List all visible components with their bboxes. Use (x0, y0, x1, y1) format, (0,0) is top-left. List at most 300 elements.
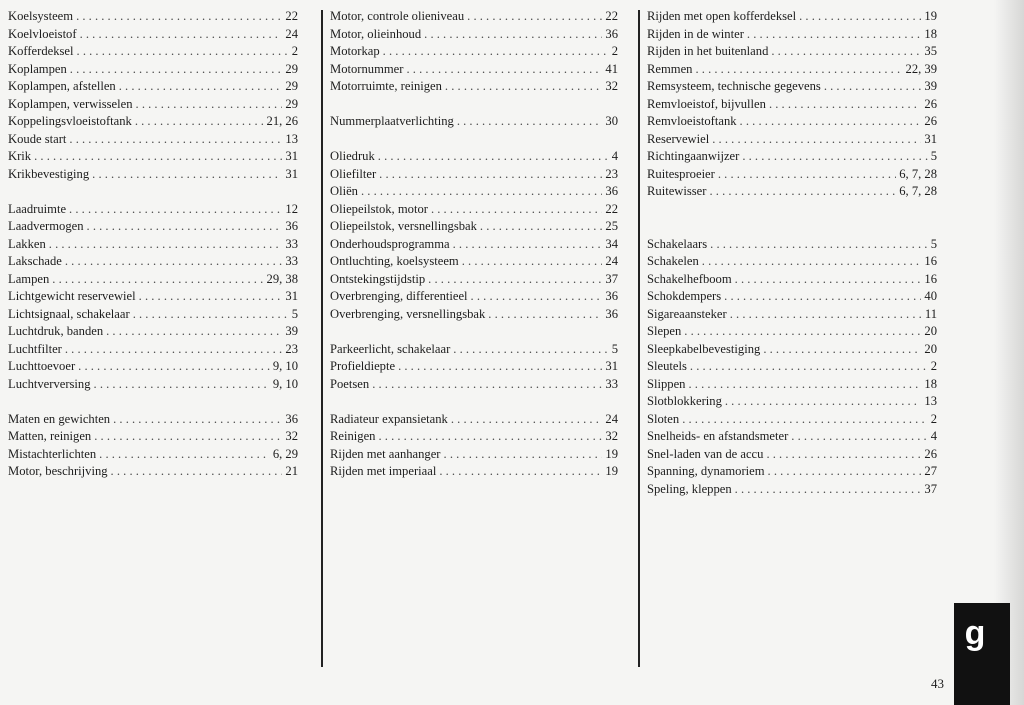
index-entry (330, 288, 618, 306)
index-entry (647, 376, 937, 394)
index-page-ref: 31 (285, 289, 298, 303)
dot-leader (78, 358, 270, 376)
index-term: Remmen (647, 61, 693, 76)
index-entry (647, 271, 937, 289)
dot-leader (52, 271, 263, 289)
index-term: Reservewiel (647, 131, 710, 146)
index-term: Motor, beschrijving (8, 464, 108, 478)
index-page-ref: 2 (291, 44, 298, 58)
dot-leader (70, 61, 283, 79)
index-entry (647, 183, 937, 201)
index-term: Koude start (8, 131, 67, 146)
index-page-ref: 21, 26 (266, 114, 298, 128)
index-page-ref: 33 (285, 236, 298, 251)
index-page-ref: 18 (924, 376, 937, 391)
index-page-ref: 33 (605, 376, 618, 391)
index-entry (330, 113, 618, 131)
dot-leader (113, 411, 282, 429)
dot-leader (682, 411, 928, 429)
index-entry (647, 306, 937, 324)
index-term: Profieldiepte (330, 359, 396, 373)
index-page-ref: 26 (924, 446, 937, 461)
index-term: Remsysteem, technische gegevens (647, 79, 821, 93)
index-term: Snel-laden van de accu (647, 446, 764, 461)
dot-leader (65, 341, 283, 359)
index-page-ref: 36 (605, 184, 618, 198)
index-entry (647, 61, 937, 79)
dot-leader (457, 113, 603, 131)
index-spacer (330, 393, 618, 411)
index-entry (8, 78, 298, 96)
index-page-ref: 31 (285, 166, 298, 181)
dot-leader (92, 166, 282, 184)
index-entry (330, 78, 618, 96)
index-entry (330, 166, 618, 184)
index-entry (647, 166, 937, 184)
index-term: Overbrenging, differentieel (330, 289, 468, 303)
index-page-ref: 2 (930, 359, 937, 373)
index-spacer (330, 131, 618, 149)
dot-leader (725, 393, 922, 411)
dot-leader (688, 376, 921, 394)
index-page-ref: 18 (924, 26, 937, 41)
index-term: Poetsen (330, 376, 370, 391)
index-term: Lakken (8, 236, 46, 251)
index-entry (8, 253, 298, 271)
index-page-ref: 36 (605, 26, 618, 41)
index-entry (8, 306, 298, 324)
dot-leader (431, 201, 602, 219)
index-page-ref: 22 (605, 201, 618, 216)
index-entry (8, 218, 298, 236)
dot-leader (94, 376, 270, 394)
index-term: Motorruimte, reinigen (330, 79, 442, 93)
index-term: Oliën (330, 184, 358, 198)
dot-leader (453, 236, 603, 254)
index-entry (8, 201, 298, 219)
dot-leader (824, 78, 922, 96)
index-spacer (647, 201, 937, 219)
index-entry (647, 288, 937, 306)
index-entry (8, 26, 298, 44)
index-page-ref: 16 (924, 271, 937, 286)
index-entry (647, 236, 937, 254)
index-entry (330, 26, 618, 44)
index-page-ref: 5 (930, 236, 937, 251)
index-page-ref: 22 (605, 9, 618, 23)
column-divider (321, 10, 323, 667)
index-page-ref: 22 (285, 9, 298, 23)
dot-leader (488, 306, 602, 324)
index-entry (330, 61, 618, 79)
index-page-ref: 25 (605, 219, 618, 233)
index-term: Onderhoudsprogramma (330, 236, 450, 251)
index-spacer (330, 96, 618, 114)
dot-leader (378, 148, 609, 166)
dot-leader (99, 446, 270, 464)
index-entry (647, 446, 937, 464)
section-tab (954, 603, 1010, 705)
dot-leader (742, 148, 927, 166)
index-page-ref: 2 (930, 411, 937, 426)
index-term: Kofferdeksel (8, 44, 74, 58)
index-page-ref: 36 (285, 219, 298, 233)
index-entry (330, 411, 618, 429)
index-page-ref: 6, 7, 28 (899, 184, 937, 198)
index-term: Krik (8, 149, 32, 163)
section-tab-letter: g (964, 614, 986, 652)
index-term: Koplampen, verwisselen (8, 96, 133, 111)
dot-leader (445, 78, 602, 96)
dot-leader (77, 43, 289, 61)
index-entry (330, 201, 618, 219)
dot-leader (763, 341, 921, 359)
index-entry (8, 446, 298, 464)
index-entry (330, 218, 618, 236)
index-term: Koplampen (8, 61, 67, 76)
dot-leader (695, 61, 902, 79)
index-entry (647, 481, 937, 499)
index-page-ref: 16 (924, 254, 937, 268)
index-page-ref: 33 (285, 254, 298, 268)
index-term: Rijden in de winter (647, 26, 744, 41)
dot-leader (710, 236, 928, 254)
dot-leader (735, 271, 922, 289)
index-entry (647, 463, 937, 481)
index-term: Rijden in het buitenland (647, 44, 769, 58)
dot-leader (106, 323, 282, 341)
index-entry (647, 26, 937, 44)
index-entry (647, 341, 937, 359)
index-entry (647, 78, 937, 96)
index-page-ref: 36 (605, 306, 618, 321)
index-page-ref: 6, 29 (272, 446, 298, 461)
index-page-ref: 26 (924, 96, 937, 111)
index-term: Mistachterlichten (8, 446, 97, 461)
index-term: Matten, reinigen (8, 429, 92, 443)
index-entry (330, 358, 618, 376)
index-entry (8, 113, 298, 131)
index-page-ref: 29 (285, 96, 298, 111)
dot-leader (769, 96, 921, 114)
index-page-ref: 36 (285, 411, 298, 426)
index-entry (330, 341, 618, 359)
index-spacer (647, 218, 937, 236)
index-term: Koplampen, afstellen (8, 79, 116, 93)
index-term: Ruitewisser (647, 184, 707, 198)
index-term: Schokdempers (647, 289, 722, 303)
index-entry (330, 376, 618, 394)
page-number: 43 (931, 676, 944, 691)
index-term: Maten en gewichten (8, 411, 111, 426)
index-entry (8, 96, 298, 114)
dot-leader (439, 463, 602, 481)
dot-leader (379, 166, 602, 184)
index-term: Luchtfilter (8, 341, 62, 356)
index-entry (330, 428, 618, 446)
index-term: Sigareaansteker (647, 306, 727, 321)
index-spacer (8, 183, 298, 201)
dot-leader (49, 236, 283, 254)
index-term: Oliedruk (330, 149, 375, 163)
dot-leader (709, 183, 896, 201)
index-entry (647, 96, 937, 114)
index-entry (647, 358, 937, 376)
index-page-ref: 30 (605, 114, 618, 128)
index-term: Remvloeistof, bijvullen (647, 96, 766, 111)
index-page-ref: 19 (605, 464, 618, 478)
dot-leader (34, 148, 282, 166)
dot-leader (453, 341, 608, 359)
index-page-ref: 24 (605, 411, 618, 426)
index-page-ref: 9, 10 (272, 359, 298, 373)
index-term: Slippen (647, 376, 686, 391)
index-term: Remvloeistoftank (647, 114, 737, 128)
index-entry (647, 131, 937, 149)
dot-leader (768, 463, 922, 481)
index-term: Spanning, dynamoriem (647, 464, 765, 478)
index-term: Nummerplaatverlichting (330, 114, 454, 128)
index-page-ref: 13 (924, 394, 937, 408)
index-term: Sleepkabelbevestiging (647, 341, 761, 356)
index-entry (8, 131, 298, 149)
index-term: Schakelen (647, 254, 699, 268)
index-entry (647, 253, 937, 271)
index-entry (330, 148, 618, 166)
index-entry (8, 288, 298, 306)
index-term: Rijden met open kofferdeksel (647, 9, 797, 23)
index-page-ref: 31 (605, 359, 618, 373)
index-page-ref: 40 (924, 289, 937, 303)
dot-leader (69, 131, 282, 149)
page-edge-shadow (994, 0, 1024, 705)
dot-leader (690, 358, 928, 376)
index-column-1 (8, 8, 298, 481)
dot-leader (791, 428, 927, 446)
index-page-ref: 20 (924, 324, 937, 338)
dot-leader (69, 201, 282, 219)
index-term: Rijden met imperiaal (330, 464, 437, 478)
index-entry (330, 8, 618, 26)
index-page-ref: 39 (285, 324, 298, 338)
index-page-ref: 13 (285, 131, 298, 146)
dot-leader (702, 253, 922, 271)
dot-leader (471, 288, 603, 306)
index-term: Ontluchting, koelsysteem (330, 254, 459, 268)
index-entry (647, 323, 937, 341)
dot-leader (65, 253, 283, 271)
dot-leader (462, 253, 603, 271)
index-term: Koppelingsvloeistoftank (8, 114, 132, 128)
index-term: Motornummer (330, 61, 404, 76)
index-entry (647, 8, 937, 26)
index-term: Parkeerlicht, schakelaar (330, 341, 451, 356)
index-page-ref: 39 (924, 79, 937, 93)
index-page-ref: 29, 38 (266, 271, 298, 286)
column-divider (638, 10, 640, 667)
index-page-ref: 20 (924, 341, 937, 356)
index-term: Krikbevestiging (8, 166, 90, 181)
dot-leader (451, 411, 603, 429)
index-column-2 (330, 8, 618, 481)
index-term: Ontstekingstijdstip (330, 271, 426, 286)
dot-leader (406, 61, 602, 79)
index-page-ref: 2 (611, 44, 618, 58)
index-page-ref: 19 (605, 446, 618, 461)
index-entry (647, 393, 937, 411)
index-term: Laadruimte (8, 201, 67, 216)
dot-leader (428, 271, 602, 289)
index-page-ref: 32 (285, 429, 298, 443)
index-term: Sloten (647, 411, 680, 426)
dot-leader (76, 8, 282, 26)
index-term: Koelvloeistof (8, 26, 77, 41)
index-page-ref: 11 (924, 306, 937, 321)
index-entry (8, 463, 298, 481)
index-entry (8, 271, 298, 289)
index-entry (8, 61, 298, 79)
index-term: Richtingaanwijzer (647, 149, 740, 163)
index-page-ref: 4 (930, 429, 937, 443)
index-page-ref: 21 (285, 464, 298, 478)
index-entry (330, 236, 618, 254)
index-term: Luchtdruk, banden (8, 324, 104, 338)
index-entry (8, 323, 298, 341)
index-term: Motorkap (330, 44, 380, 58)
index-term: Lampen (8, 271, 50, 286)
index-term: Radiateur expansietank (330, 411, 448, 426)
index-entry (330, 446, 618, 464)
index-page-ref: 41 (605, 61, 618, 76)
index-term: Slotblokkering (647, 394, 722, 408)
index-page-ref: 35 (924, 44, 937, 58)
index-page-ref: 4 (611, 149, 618, 163)
index-page-ref: 24 (605, 254, 618, 268)
index-term: Lichtgewicht reservewiel (8, 289, 136, 303)
index-term: Slepen (647, 324, 682, 338)
index-page-ref: 12 (285, 201, 298, 216)
index-page-ref: 5 (611, 341, 618, 356)
dot-leader (133, 306, 289, 324)
index-page-ref: 24 (285, 26, 298, 41)
index-entry (8, 376, 298, 394)
index-entry (330, 253, 618, 271)
index-term: Overbrenging, versnellingsbak (330, 306, 486, 321)
index-page-ref: 37 (605, 271, 618, 286)
index-term: Luchtverversing (8, 376, 91, 391)
index-entry (8, 341, 298, 359)
index-entry (330, 463, 618, 481)
index-term: Motor, controle olieniveau (330, 9, 465, 23)
index-entry (8, 428, 298, 446)
index-page-ref: 29 (285, 79, 298, 93)
index-page-ref: 5 (291, 306, 298, 321)
index-term: Ruitesproeier (647, 166, 715, 181)
dot-leader (136, 96, 283, 114)
dot-leader (94, 428, 282, 446)
index-term: Motor, olieinhoud (330, 26, 422, 41)
dot-leader (378, 428, 602, 446)
index-term: Sleutels (647, 359, 687, 373)
index-entry (8, 8, 298, 26)
dot-leader (771, 43, 921, 61)
dot-leader (799, 8, 921, 26)
index-entry (647, 43, 937, 61)
index-entry (8, 166, 298, 184)
dot-leader (467, 8, 602, 26)
index-page-ref: 6, 7, 28 (899, 166, 937, 181)
index-term: Schakelaars (647, 236, 708, 251)
index-entry (330, 183, 618, 201)
dot-leader (372, 376, 602, 394)
dot-leader (87, 218, 283, 236)
index-entry (330, 271, 618, 289)
dot-leader (80, 26, 283, 44)
index-page-ref: 5 (930, 149, 937, 163)
index-entry (8, 148, 298, 166)
index-column-3 (647, 8, 937, 498)
index-page-ref: 26 (924, 114, 937, 128)
dot-leader (111, 463, 283, 481)
index-page-ref: 27 (924, 464, 937, 478)
index-page-ref: 34 (605, 236, 618, 251)
index-page-ref: 23 (285, 341, 298, 356)
dot-leader (383, 43, 609, 61)
dot-leader (766, 446, 921, 464)
index-page-ref: 31 (285, 149, 298, 163)
index-spacer (330, 323, 618, 341)
dot-leader (747, 26, 922, 44)
dot-leader (361, 183, 602, 201)
index-term: Luchttoevoer (8, 359, 76, 373)
index-term: Oliepeilstok, versnellingsbak (330, 219, 477, 233)
index-entry (330, 43, 618, 61)
index-page-ref: 22, 39 (905, 61, 937, 76)
dot-leader (398, 358, 602, 376)
dot-leader (684, 323, 921, 341)
index-term: Reinigen (330, 429, 376, 443)
index-page-ref: 19 (924, 9, 937, 23)
dot-leader (135, 113, 264, 131)
dot-leader (444, 446, 603, 464)
dot-leader (730, 306, 922, 324)
dot-leader (712, 131, 921, 149)
index-term: Speling, kleppen (647, 481, 732, 496)
dot-leader (724, 288, 921, 306)
index-term: Laadvermogen (8, 219, 84, 233)
index-entry (8, 43, 298, 61)
index-entry (647, 148, 937, 166)
index-term: Schakelhefboom (647, 271, 732, 286)
index-entry (647, 411, 937, 429)
dot-leader (424, 26, 602, 44)
index-entry (8, 358, 298, 376)
index-term: Lakschade (8, 254, 62, 268)
index-term: Oliefilter (330, 166, 377, 181)
index-page-ref: 29 (285, 61, 298, 76)
index-page-ref: 9, 10 (272, 376, 298, 391)
index-page-ref: 31 (924, 131, 937, 146)
index-entry (8, 236, 298, 254)
dot-leader (480, 218, 603, 236)
dot-leader (740, 113, 922, 131)
index-term: Oliepeilstok, motor (330, 201, 428, 216)
index-term: Snelheids- en afstandsmeter (647, 429, 789, 443)
index-entry (8, 411, 298, 429)
index-page-ref: 32 (605, 79, 618, 93)
index-entry (330, 306, 618, 324)
index-term: Koelsysteem (8, 9, 74, 23)
